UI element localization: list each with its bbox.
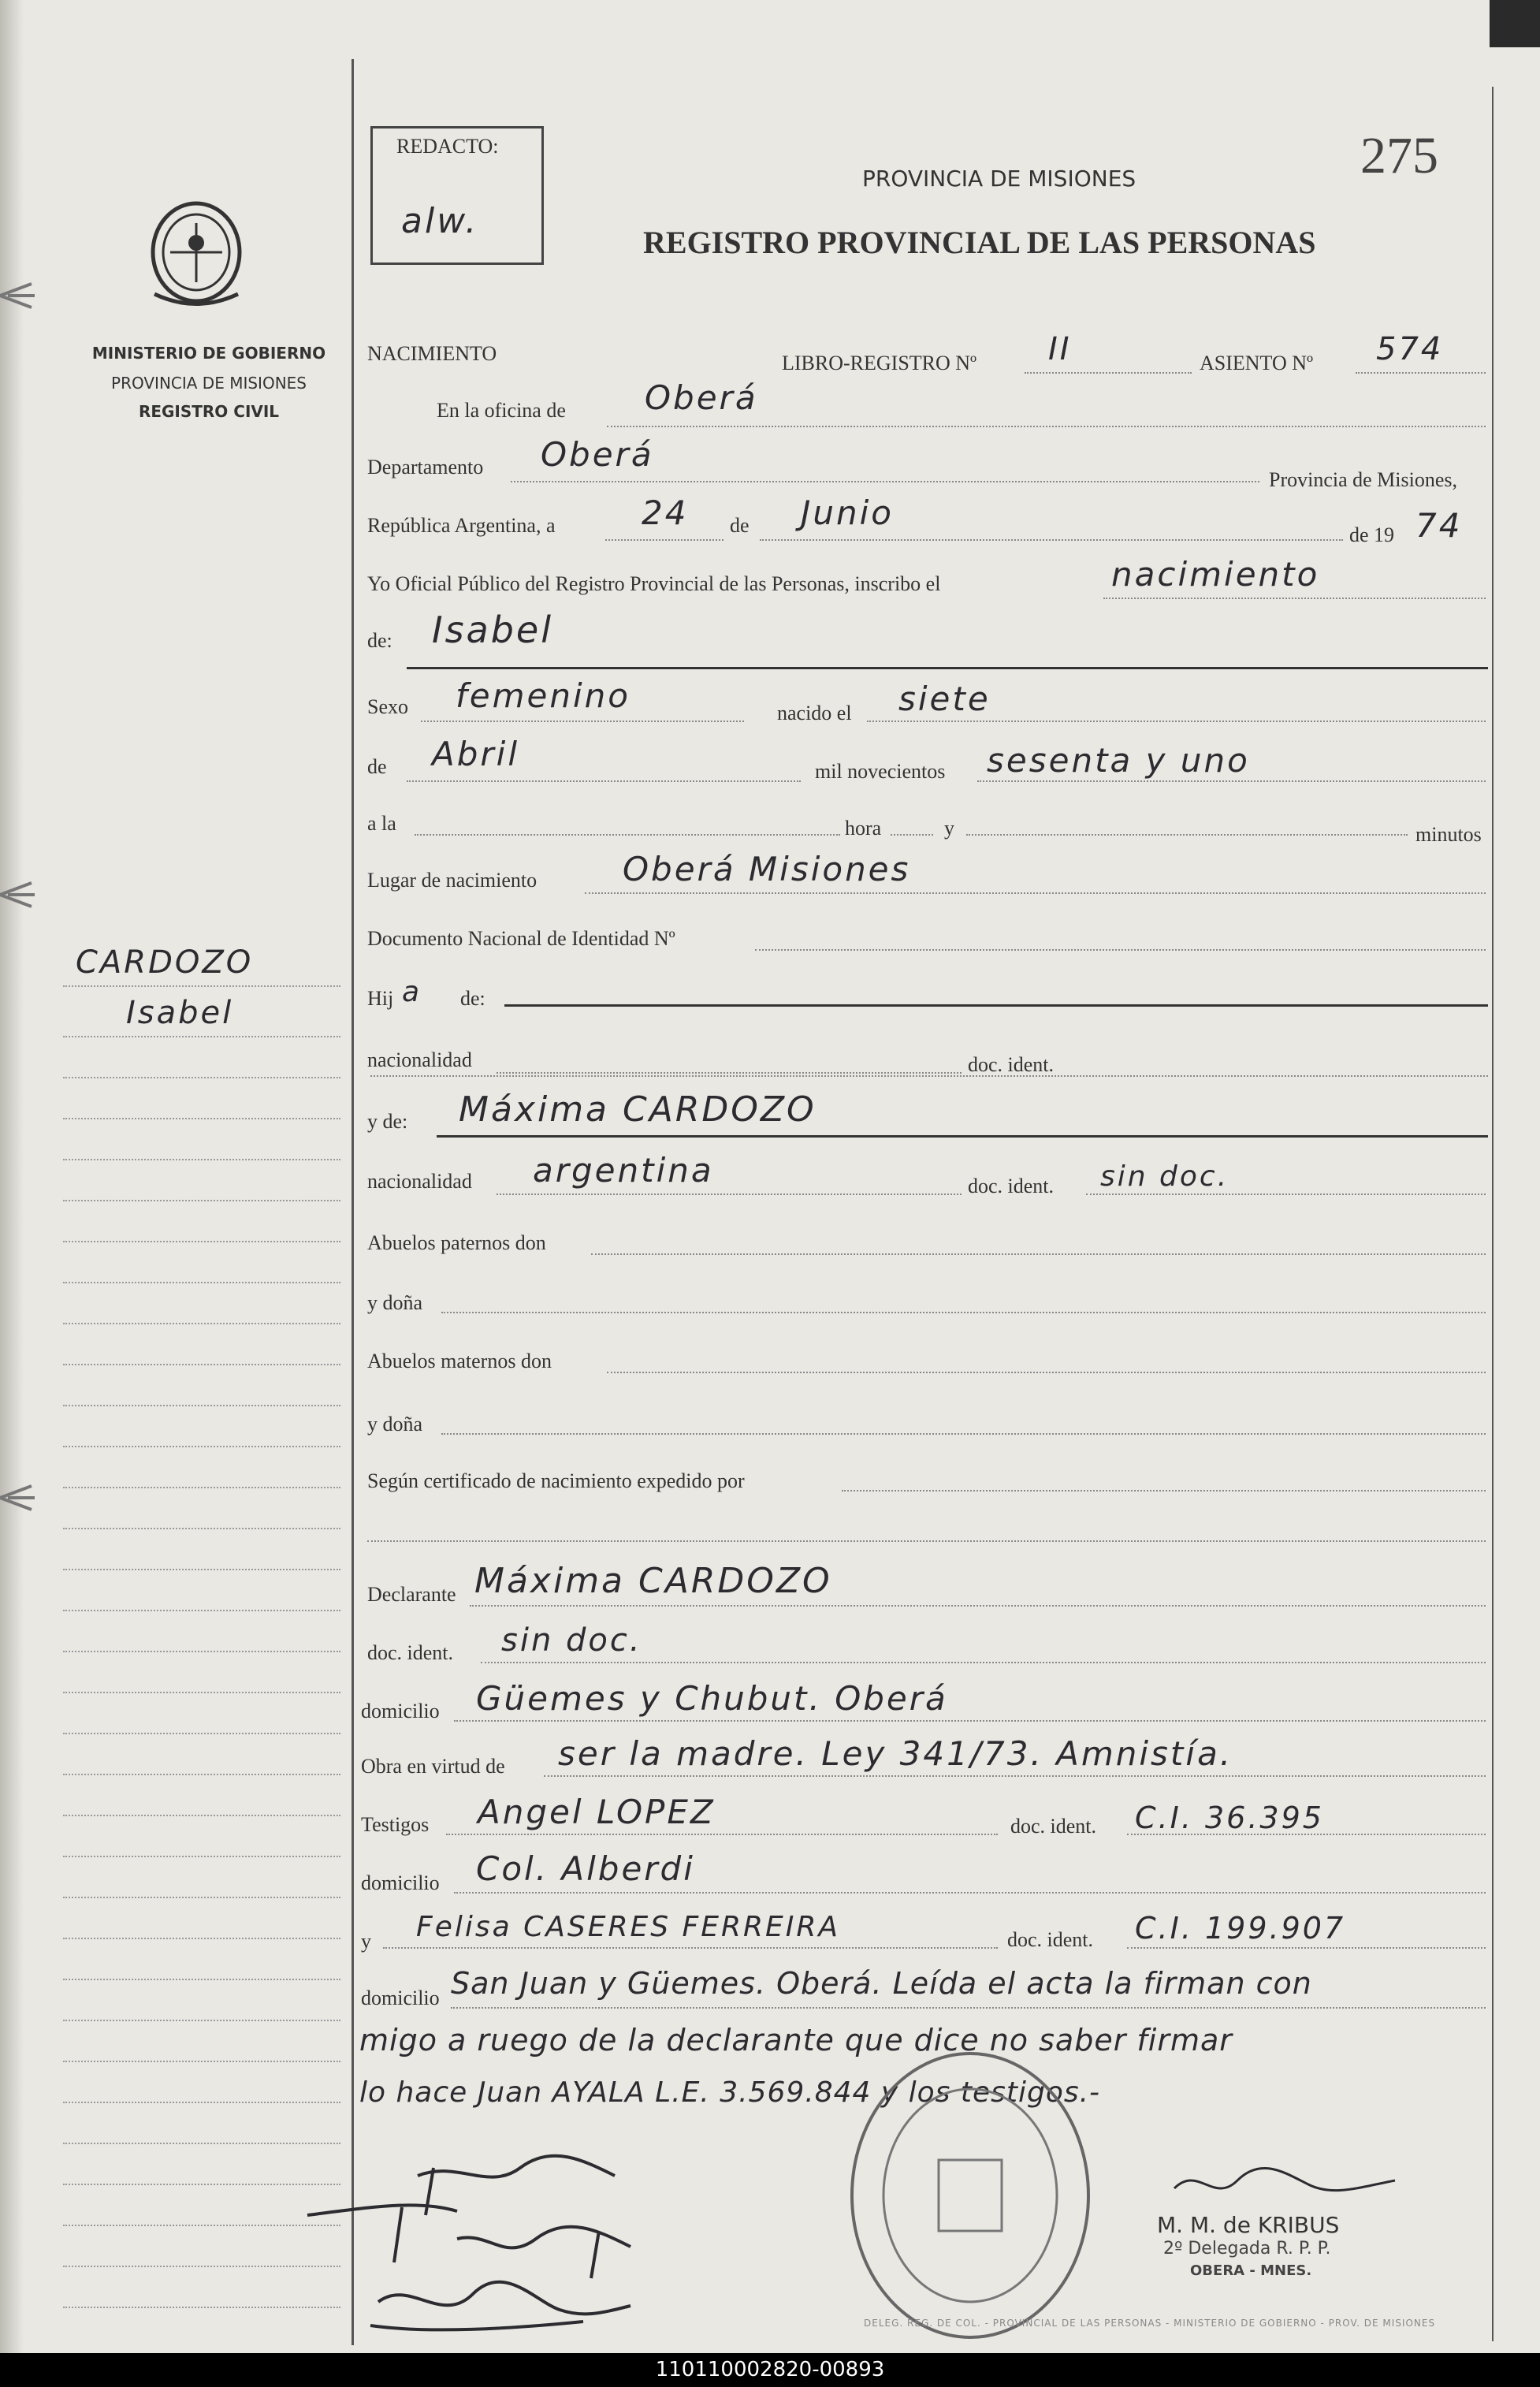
republica-label: República Argentina, a — [367, 514, 556, 537]
hij-de-label: de: — [460, 987, 485, 1010]
margin-divider — [352, 59, 354, 2345]
fill-line — [1127, 1834, 1486, 1835]
nacido-label: nacido el — [777, 702, 852, 724]
fill-line — [842, 1490, 1486, 1491]
fill-line — [607, 426, 1486, 427]
margin-rule — [63, 1610, 340, 1611]
margin-rule — [63, 1815, 340, 1816]
mother-rule — [437, 1135, 1488, 1138]
year-value: 74 — [1415, 506, 1463, 545]
page-title: REGISTRO PROVINCIAL DE LAS PERSONAS — [643, 225, 1316, 260]
witness-signatures — [299, 2144, 741, 2341]
fill-line — [607, 1372, 1486, 1373]
asiento-value: 574 — [1376, 331, 1444, 367]
margin-rule — [63, 1774, 340, 1775]
testigo2-domicilio-label: domicilio — [361, 1987, 440, 2009]
oficina-value: Oberá — [645, 378, 758, 417]
year-label: de 19 — [1349, 523, 1395, 546]
ministry-province: PROVINCIA DE MISIONES — [111, 374, 307, 393]
hij-suffix: a — [402, 976, 422, 1008]
margin-rule — [63, 1938, 340, 1939]
fill-line — [481, 1662, 1486, 1663]
coat-of-arms-icon — [147, 196, 246, 314]
margin-rule — [63, 1856, 340, 1857]
margin-rule — [63, 2102, 340, 2103]
redacto-label: REDACTO: — [396, 135, 499, 158]
header-province: PROVINCIA DE MISIONES — [862, 166, 1136, 192]
departamento-label: Departamento — [367, 456, 484, 479]
fill-line — [383, 1947, 998, 1949]
ministry-name: MINISTERIO DE GOBIERNO — [91, 344, 326, 363]
day-value: 24 — [642, 493, 689, 532]
testigo2-domicilio-value: San Juan y Güemes. Oberá. Leída el acta la firman con — [451, 1966, 1312, 2001]
fill-line — [591, 1253, 1486, 1255]
continuation-line-1: migo a ruego de la declarante que dice no saber firmar — [359, 2023, 1233, 2057]
y-label: y — [944, 817, 954, 840]
official-signature — [1166, 2149, 1403, 2212]
fill-line — [497, 1072, 962, 1074]
fill-line — [1086, 1194, 1486, 1195]
official-name: M. M. de KRIBUS — [1157, 2212, 1340, 2238]
lugar-label: Lugar de nacimiento — [367, 869, 538, 892]
margin-rule — [63, 1282, 340, 1283]
binding-clip — [0, 1478, 35, 1517]
fill-line — [511, 481, 1259, 482]
libro-value: II — [1048, 331, 1072, 367]
sexo-label: Sexo — [367, 695, 408, 718]
right-border — [1492, 87, 1494, 2341]
margin-rule — [63, 985, 340, 987]
margin-rule — [63, 1200, 340, 1201]
mother-nacionalidad-value: argentina — [533, 1151, 714, 1190]
fill-line — [451, 2007, 1486, 2009]
lugar-value: Oberá Misiones — [623, 850, 911, 888]
testigo2-y-label: y — [361, 1930, 371, 1953]
declarante-value: Máxima CARDOZO — [474, 1561, 832, 1601]
margin-rule — [63, 2020, 340, 2021]
provincia-suffix: Provincia de Misiones, — [1269, 468, 1458, 491]
abuela-materna-label: y doña — [367, 1413, 423, 1436]
month-value: Junio — [801, 493, 894, 532]
fill-line — [1127, 1947, 1486, 1949]
testigo2-doc-value: C.I. 199.907 — [1135, 1911, 1346, 1946]
page-number: 275 — [1360, 127, 1438, 184]
mil-value: sesenta y uno — [987, 741, 1250, 780]
testigo1-doc-label: doc. ident. — [1010, 1815, 1097, 1838]
date-de-label: de — [730, 514, 750, 537]
margin-rule — [63, 1077, 340, 1078]
a-la-label: a la — [367, 812, 396, 835]
fill-line — [760, 539, 1343, 541]
margin-rule — [63, 1897, 340, 1898]
margin-rule — [63, 1651, 340, 1652]
sexo-value: femenino — [456, 676, 631, 715]
margin-rule — [63, 1446, 340, 1447]
nacido-value: siete — [898, 680, 991, 718]
fill-line — [441, 1312, 1486, 1313]
official-place: OBERA - MNES. — [1190, 2262, 1312, 2279]
mother-nacionalidad-label: nacionalidad — [367, 1170, 472, 1193]
minutos-label: minutos — [1415, 823, 1482, 846]
redacto-value: alw. — [401, 201, 479, 241]
margin-rule — [63, 1528, 340, 1529]
dni-label: Documento Nacional de Identidad Nº — [367, 927, 675, 950]
margin-rule — [63, 1405, 340, 1406]
segun-label: Según certificado de nacimiento expedido por — [367, 1469, 745, 1492]
official-stamp — [840, 2042, 1100, 2349]
binding-clip — [0, 875, 35, 914]
declarante-domicilio-label: domicilio — [361, 1700, 440, 1722]
fill-line — [867, 721, 1486, 722]
fill-line — [966, 834, 1408, 836]
stamp-text: DELEG. REG. DE COL. - PROVINCIAL DE LAS PERSONAS - MINISTERIO DE GOBIERNO - PROV. DE MISIONES — [864, 2318, 1436, 2329]
redacto-box — [370, 126, 544, 265]
margin-given-name: Isabel — [126, 995, 234, 1031]
fill-line — [585, 892, 1486, 894]
margin-rule — [63, 1118, 340, 1119]
binding-clip — [0, 276, 35, 315]
oficial-text: Yo Oficial Público del Registro Provincial de las Personas, inscribo el — [367, 572, 941, 595]
mil-label: mil novecientos — [815, 760, 946, 783]
libro-label: LIBRO-REGISTRO Nº — [782, 352, 977, 374]
fill-line — [421, 721, 744, 722]
fill-line — [407, 780, 801, 782]
oficina-label: En la oficina de — [437, 399, 566, 422]
birth-month-value: Abril — [432, 735, 519, 773]
record-type: NACIMIENTO — [367, 342, 497, 365]
asiento-label: ASIENTO Nº — [1200, 352, 1314, 374]
fill-line — [367, 1540, 1486, 1542]
ministry-registry: REGISTRO CIVIL — [138, 402, 280, 421]
father-doc-label: doc. ident. — [968, 1053, 1055, 1076]
margin-rule — [63, 1159, 340, 1160]
fill-line — [441, 1433, 1486, 1435]
fill-line — [544, 1775, 1486, 1777]
testigo2-name: Felisa CASERES FERREIRA — [416, 1911, 841, 1943]
fill-line — [605, 539, 724, 541]
hij-label: Hij — [367, 987, 394, 1010]
abuela-paterna-label: y doña — [367, 1291, 423, 1314]
margin-rule — [63, 1036, 340, 1037]
declarante-doc-label: doc. ident. — [367, 1641, 454, 1664]
name-de-label: de: — [367, 629, 392, 652]
father-nacionalidad-label: nacionalidad — [367, 1048, 472, 1071]
mother-doc-label: doc. ident. — [968, 1175, 1055, 1197]
fill-line — [446, 1834, 998, 1835]
fill-line — [1025, 372, 1192, 374]
testigo1-name: Angel LOPEZ — [478, 1793, 716, 1831]
testigos-label: Testigos — [361, 1813, 430, 1836]
page-corner-shadow — [1490, 0, 1540, 47]
margin-rule — [63, 2061, 340, 2062]
margin-rule — [63, 1487, 340, 1488]
testigo1-domicilio-value: Col. Alberdi — [476, 1849, 695, 1888]
inscribo-value: nacimiento — [1111, 555, 1320, 594]
margin-rule — [63, 1241, 340, 1242]
image-id-bar: 110110002820-00893 — [0, 2353, 1540, 2387]
fill-line — [977, 780, 1486, 782]
fill-line — [755, 949, 1486, 951]
declarante-domicilio-value: Güemes y Chubut. Oberá — [476, 1679, 948, 1718]
testigo1-domicilio-label: domicilio — [361, 1871, 440, 1894]
margin-rule — [63, 1323, 340, 1324]
margin-rule — [63, 1569, 340, 1570]
margin-rule — [63, 1979, 340, 1980]
official-title: 2º Delegada R. P. P. — [1163, 2239, 1331, 2259]
margin-rule — [63, 1733, 340, 1734]
abuelos-maternos-label: Abuelos maternos don — [367, 1350, 552, 1372]
fill-line — [1356, 372, 1486, 374]
fill-line — [415, 834, 840, 836]
registered-name: Isabel — [432, 609, 554, 651]
fill-line — [1103, 598, 1486, 599]
declarante-doc-value: sin doc. — [501, 1622, 642, 1659]
birth-month-de-label: de — [367, 755, 387, 778]
mother-name: Máxima CARDOZO — [459, 1089, 816, 1130]
abuelos-paternos-label: Abuelos paternos don — [367, 1231, 546, 1254]
mother-de-label: y de: — [367, 1110, 408, 1133]
obra-value: ser la madre. Ley 341/73. Amnistía. — [558, 1734, 1233, 1773]
fill-line — [470, 1605, 1486, 1607]
margin-rule — [63, 1692, 340, 1693]
departamento-value: Oberá — [541, 435, 654, 474]
margin-rule — [63, 1364, 340, 1365]
fill-line — [891, 834, 933, 836]
name-rule — [407, 667, 1488, 669]
fill-line — [454, 1892, 1486, 1894]
page-gutter — [0, 0, 24, 2353]
fill-line — [497, 1194, 962, 1195]
testigo1-doc-value: C.I. 36.395 — [1135, 1800, 1324, 1835]
father-rule — [504, 1004, 1488, 1007]
fill-line — [370, 1075, 1488, 1077]
mother-doc-value: sin doc. — [1100, 1160, 1229, 1193]
testigo2-doc-label: doc. ident. — [1007, 1928, 1094, 1951]
obra-label: Obra en virtud de — [361, 1755, 505, 1778]
declarante-label: Declarante — [367, 1583, 456, 1606]
fill-line — [454, 1720, 1486, 1722]
margin-surname: CARDOZO — [76, 944, 254, 981]
hora-label: hora — [845, 817, 882, 840]
continuation-line-2: lo hace Juan AYALA L.E. 3.569.844 y los testigos.- — [359, 2076, 1101, 2109]
